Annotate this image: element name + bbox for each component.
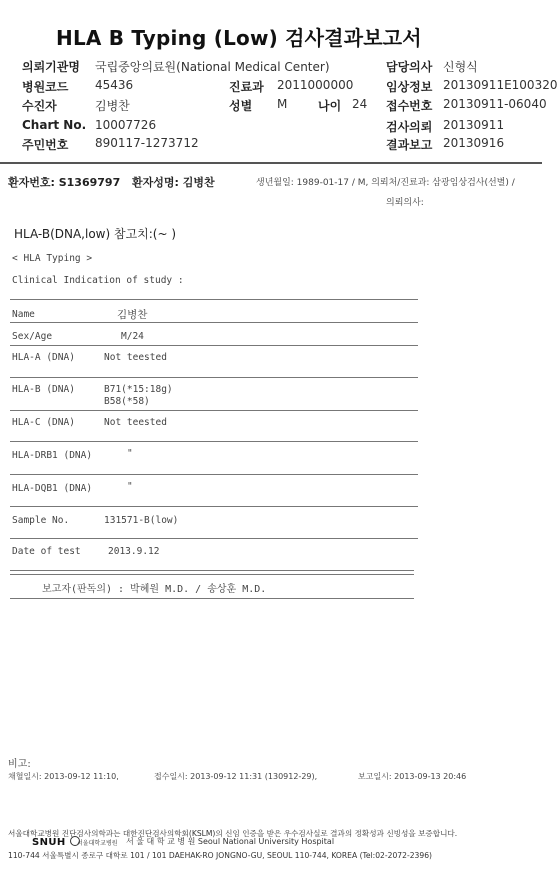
request-label: 검사의뢰 xyxy=(386,120,433,134)
rrn-label: 주민번호 xyxy=(22,138,69,152)
row-label-sample-no: Sample No. xyxy=(12,515,70,526)
row-label-name: Name xyxy=(12,309,35,320)
rrn-value: 890117-1273712 xyxy=(95,136,199,150)
reporter-line: 보고자(판독의) : 박혜원 M.D. / 송상훈 M.D. xyxy=(42,584,267,595)
header-divider xyxy=(0,162,542,164)
chart-no-label: Chart No. xyxy=(22,118,87,132)
row-separator xyxy=(10,410,418,411)
row-separator xyxy=(10,474,418,475)
birth-info: 생년월일: 1989-01-17 / M, 의뢰처/진료과: 삼광임상검사(선별) / xyxy=(256,178,515,188)
row-separator xyxy=(10,299,418,300)
result-label: 결과보고 xyxy=(386,138,433,152)
row-label-hla-drb1: HLA-DRB1 (DNA) xyxy=(12,450,93,461)
collected-time: 채혈일시: 2013-09-12 11:10, xyxy=(8,772,119,781)
row-value-name: 김병찬 xyxy=(117,309,148,321)
row-value-sample-no: 131571-B(low) xyxy=(104,515,179,526)
row-value-hla-b-2: B58(*58) xyxy=(104,396,150,407)
row-value-hla-b-1: B71(*15:18g) xyxy=(104,384,173,395)
report-title: HLA B Typing (Low) 검사결과보고서 xyxy=(56,26,422,50)
row-separator xyxy=(10,598,414,599)
department-value: 2011000000 xyxy=(277,78,354,92)
doctor-value: 신형식 xyxy=(443,60,478,74)
row-separator xyxy=(10,322,418,323)
recipient-label: 수진자 xyxy=(22,99,57,113)
row-label-hla-c: HLA-C (DNA) xyxy=(12,417,75,428)
hospital-code-value: 45436 xyxy=(95,78,134,92)
row-value-hla-a: Not teested xyxy=(104,352,167,363)
receipt-value: 20130911-06040 xyxy=(443,97,547,111)
row-label-hla-b: HLA-B (DNA) xyxy=(12,384,75,395)
hospital-name: 서 울 대 학 교 병 원 Seoul National University Hospital xyxy=(126,837,335,846)
chart-no-value: 10007726 xyxy=(95,118,157,132)
snuh-logo xyxy=(32,836,80,848)
row-separator xyxy=(10,377,418,378)
row-separator xyxy=(10,538,418,539)
age-label: 나이 xyxy=(318,99,342,113)
institution-value: 국립중앙의료원(National Medical Center) xyxy=(95,60,330,74)
row-separator xyxy=(10,570,414,571)
row-separator xyxy=(10,345,418,346)
hla-typing-label: < HLA Typing > xyxy=(12,253,93,264)
row-label-hla-dqb1: HLA-DQB1 (DNA) xyxy=(12,483,93,494)
row-label-date-of-test: Date of test xyxy=(12,546,81,557)
row-label-hla-a: HLA-A (DNA) xyxy=(12,352,75,363)
age-value: 24 xyxy=(352,97,368,111)
row-value-hla-c: Not teested xyxy=(104,417,167,428)
request-value: 20130911 xyxy=(443,118,505,132)
clinical-info-value: 20130911E100320 xyxy=(443,78,557,92)
row-value-date-of-test: 2013.9.12 xyxy=(108,546,160,557)
doctor-label: 담당의사 xyxy=(386,60,433,74)
sex-label: 성별 xyxy=(229,99,253,113)
clinical-indication: Clinical Indication of study : xyxy=(12,275,184,286)
result-value: 20130916 xyxy=(443,136,505,150)
row-separator xyxy=(10,506,418,507)
department-label: 진료과 xyxy=(229,80,264,94)
institution-label: 의뢰기관명 xyxy=(22,60,80,74)
hospital-code-label: 병원코드 xyxy=(22,80,69,94)
receipt-label: 접수번호 xyxy=(386,99,433,113)
row-label-sex-age: Sex/Age xyxy=(12,331,53,342)
patient-name: 환자성명: 김병찬 xyxy=(132,176,215,189)
row-separator xyxy=(10,441,418,442)
row-value-hla-drb1: " xyxy=(127,448,133,459)
logo-text: SNUH xyxy=(32,837,66,848)
footer-address: 110-744 서울특별시 종로구 대학로 101 / 101 DAEHAK-RO JONGNO-GU, SEOUL 110-744, KOREA (Tel:02-2072-2396) xyxy=(8,851,432,860)
remarks-label: 비고: xyxy=(8,759,31,770)
patient-number: 환자번호: S1369797 xyxy=(8,176,121,189)
certification-text: 서울대학교병원 진단검사의학과는 대한진단검사의학회(KSLM)의 신임 인증을 받은 우수검사실로 결과의 정확성과 신빙성을 보증합니다. xyxy=(8,829,458,838)
clinical-info-label: 임상정보 xyxy=(386,80,433,94)
row-value-sex-age: M/24 xyxy=(121,331,144,342)
row-separator xyxy=(10,574,414,575)
requesting-doctor: 의뢰의사: xyxy=(386,198,424,208)
sex-value: M xyxy=(277,97,288,111)
recipient-value: 김병찬 xyxy=(95,99,130,113)
section-heading: HLA-B(DNA,low) 참고치:(~ ) xyxy=(14,227,177,241)
received-time: 접수일시: 2013-09-12 11:31 (130912-29), xyxy=(154,772,318,781)
logo-small-text: 서울대학교병원 xyxy=(77,840,118,847)
reported-time: 보고일시: 2013-09-13 20:46 xyxy=(358,772,467,781)
row-value-hla-dqb1: " xyxy=(127,481,133,492)
